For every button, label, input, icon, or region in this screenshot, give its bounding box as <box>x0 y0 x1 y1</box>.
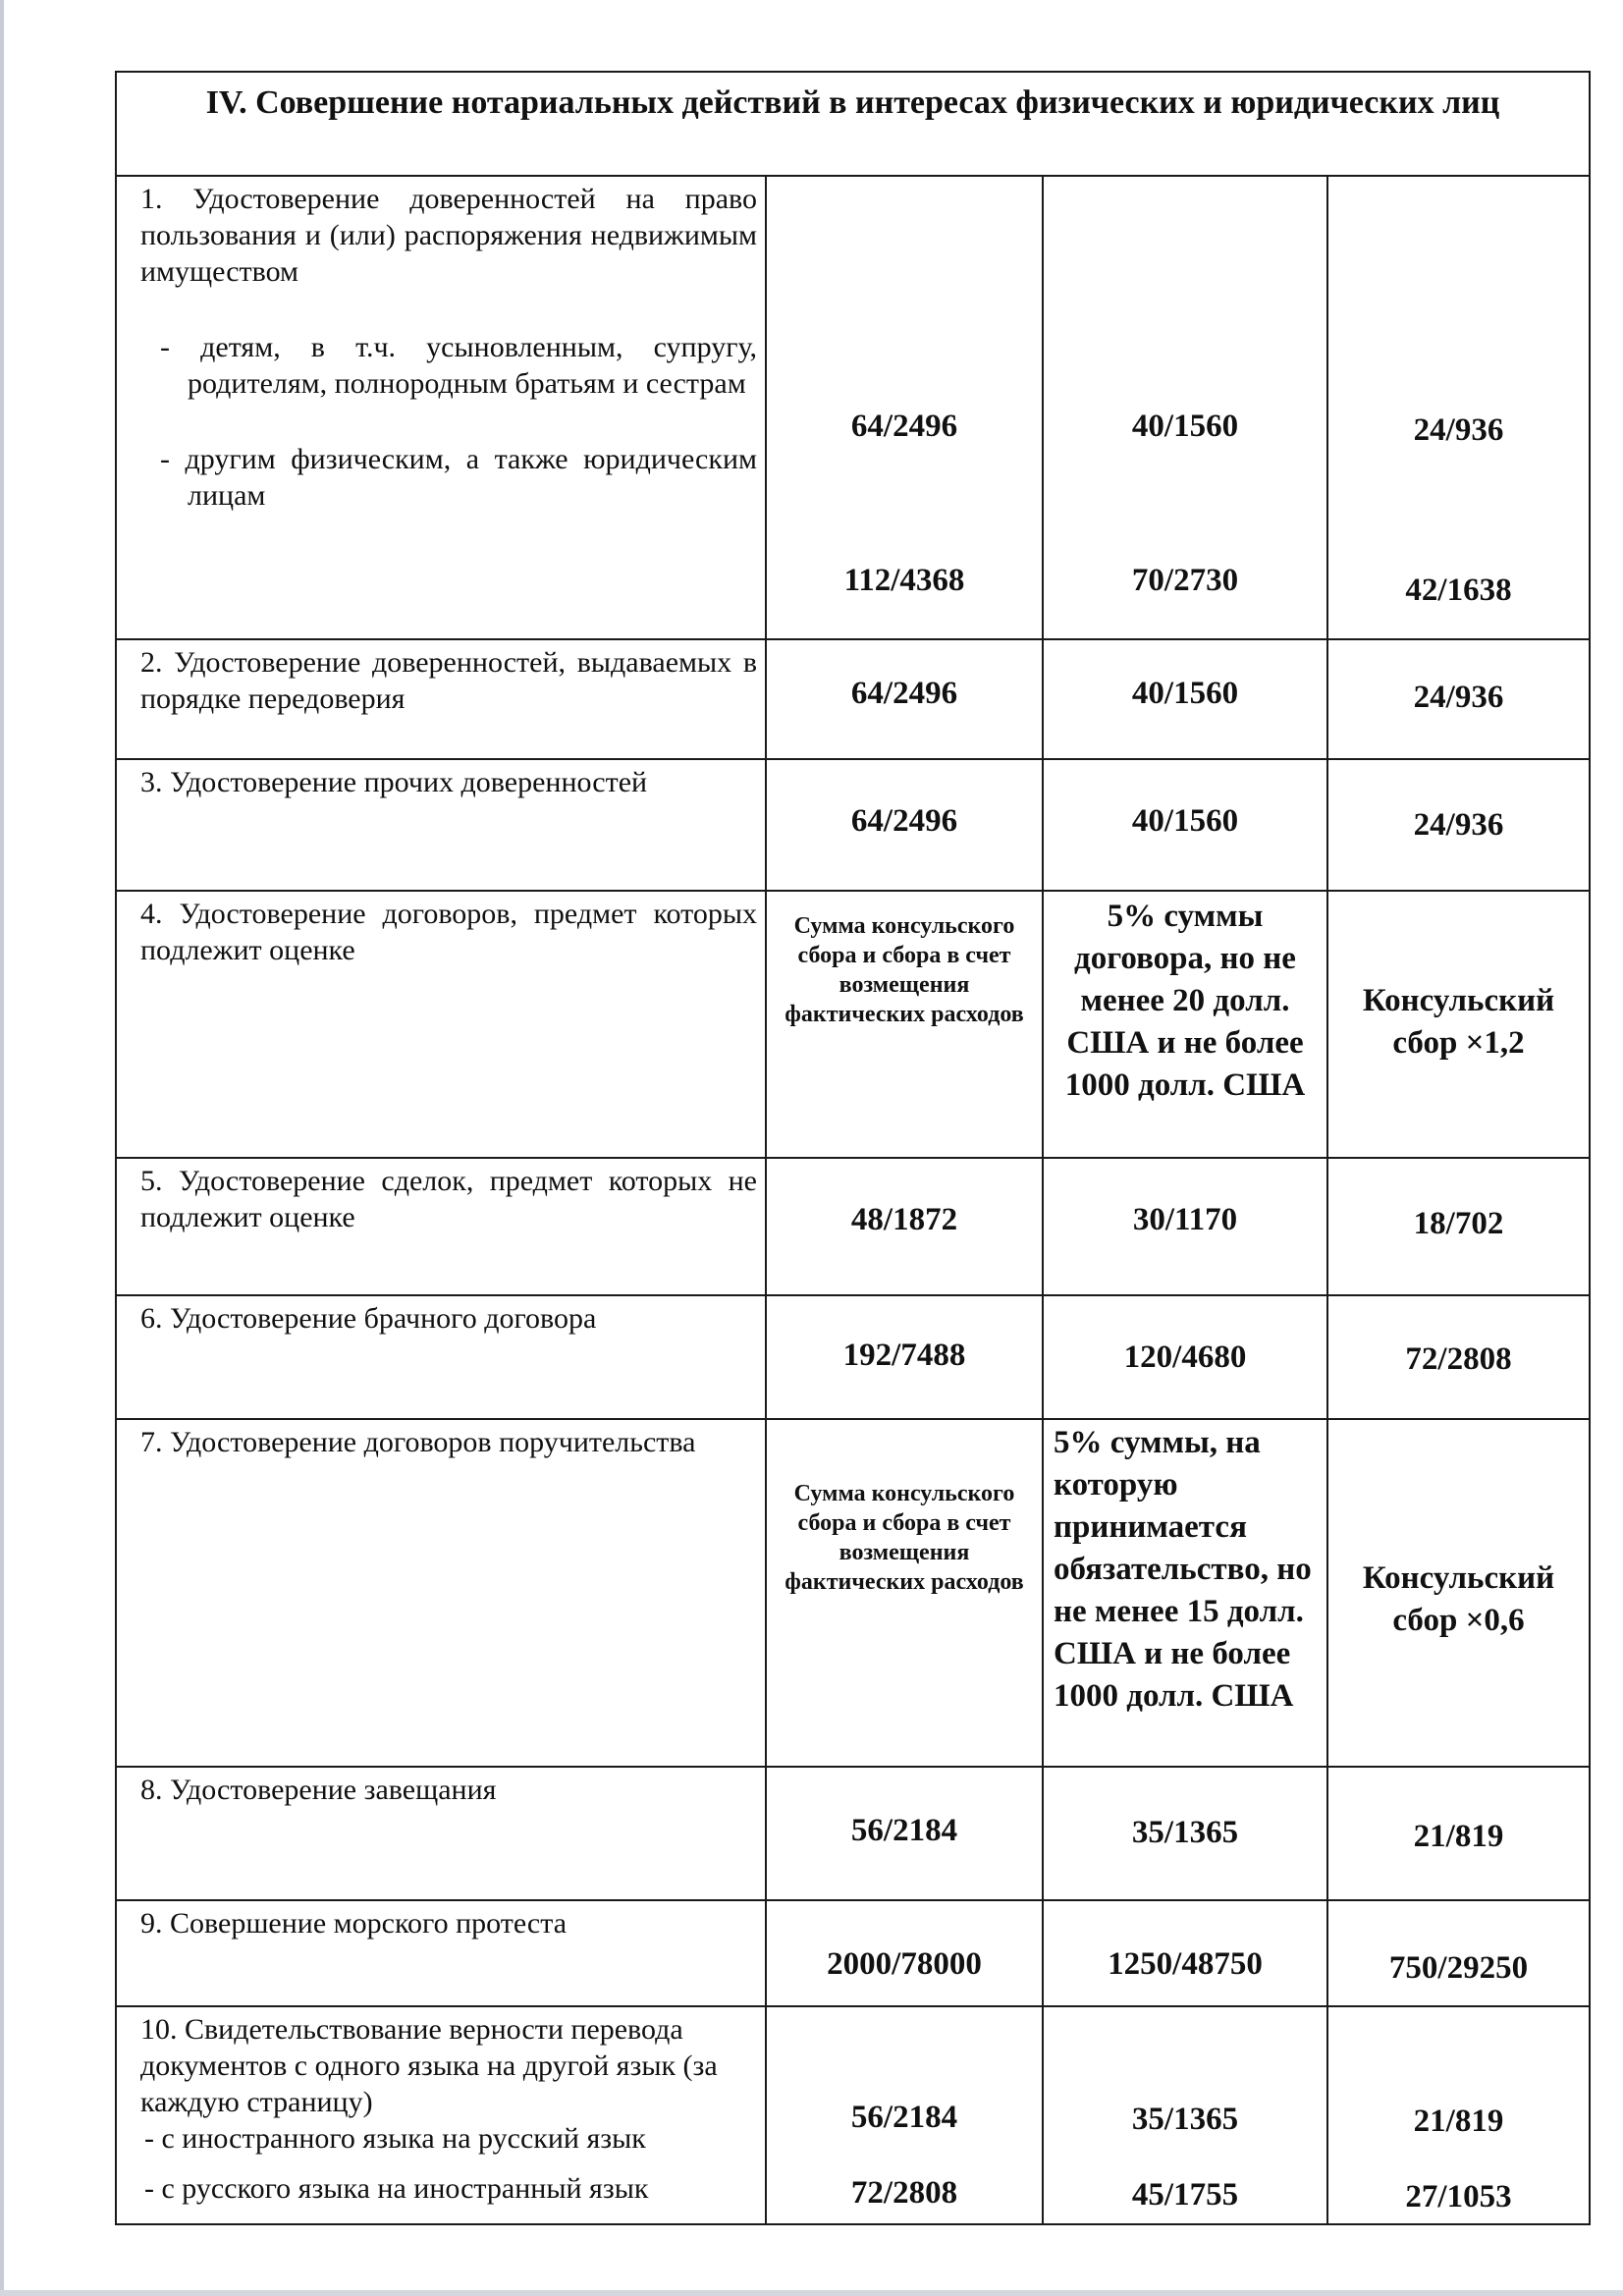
row-description <box>116 176 766 639</box>
row-title: 10. Свидетельствование верности перевода документов с одного языка на другой язык (за каждую страницу) <box>140 2013 718 2118</box>
row-subitem: - детям, в т.ч. усыновленным, супругу, родителям, полнородным братьям и сестрам <box>160 331 757 400</box>
fee-value: 112/4368 <box>843 563 965 598</box>
row-description: 2. Удостоверение доверенностей, выдаваемых в порядке передоверия <box>116 639 766 759</box>
fee-value: Консульский сбор ×1,2 <box>1327 891 1590 1158</box>
fee-cell <box>766 176 1043 639</box>
fee-value: 70/2730 <box>1131 563 1239 598</box>
fee-value: 72/2808 <box>1327 1295 1590 1419</box>
section-header-row <box>116 72 1590 176</box>
row-description <box>116 2006 766 2224</box>
page-bottom-edge <box>0 2290 1623 2296</box>
fee-value: 18/702 <box>1327 1158 1590 1295</box>
table-row <box>116 759 1590 891</box>
fee-value: 27/1053 <box>1405 2179 1512 2214</box>
row-subitem: - с иностранного языка на русский язык <box>144 2122 646 2155</box>
table-row <box>116 639 1590 759</box>
fee-value: 56/2184 <box>850 2100 958 2135</box>
fee-value: 40/1560 <box>1043 759 1327 891</box>
fee-value: Сумма консульского сбора и сбора в счет возмещения фактических расходов <box>766 891 1043 1158</box>
fee-cell <box>1327 2006 1590 2224</box>
fee-value: 24/936 <box>1413 412 1504 448</box>
fee-cell <box>1043 2006 1327 2224</box>
row-subitem: - другим физическим, а также юридическим лицам <box>160 443 757 512</box>
table-row <box>116 891 1590 1158</box>
fee-value: 40/1560 <box>1043 639 1327 759</box>
table-row <box>116 1419 1590 1767</box>
notarial-fees-table <box>115 71 1591 2225</box>
fee-cell <box>1043 176 1327 639</box>
fee-value: 64/2496 <box>766 759 1043 891</box>
fee-value: 5% суммы, на которую принимается обязательство, но не менее 15 долл. США и не более 1000 долл. США <box>1043 1419 1327 1767</box>
page-edge <box>0 0 4 2296</box>
fee-value: 24/936 <box>1327 759 1590 891</box>
fee-value: 30/1170 <box>1043 1158 1327 1295</box>
fee-value: 21/819 <box>1413 2104 1504 2139</box>
fee-value: 45/1755 <box>1131 2177 1239 2213</box>
fee-value: 750/29250 <box>1327 1900 1590 2006</box>
fee-value: 120/4680 <box>1043 1295 1327 1419</box>
fee-value: 64/2496 <box>850 409 958 444</box>
fee-value: 35/1365 <box>1131 2102 1239 2137</box>
row-description: 3. Удостоверение прочих доверенностей <box>116 759 766 891</box>
fee-value: 21/819 <box>1327 1767 1590 1900</box>
row-description: 4. Удостоверение договоров, предмет которых подлежит оценке <box>116 891 766 1158</box>
table-row <box>116 1295 1590 1419</box>
fee-value: 56/2184 <box>766 1767 1043 1900</box>
fee-value: 1250/48750 <box>1043 1900 1327 2006</box>
fee-value: 5% суммы договора, но не менее 20 долл. США и не более 1000 долл. США <box>1043 891 1327 1158</box>
table-row <box>116 1158 1590 1295</box>
row-description: 9. Совершение морского протеста <box>116 1900 766 2006</box>
fee-value: 40/1560 <box>1131 409 1239 444</box>
table-row <box>116 176 1590 639</box>
section-title: IV. Совершение нотариальных действий в интересах физических и юридических лиц <box>116 72 1590 176</box>
fee-value: 48/1872 <box>766 1158 1043 1295</box>
fee-value: 2000/78000 <box>766 1900 1043 2006</box>
fee-cell <box>1327 176 1590 639</box>
row-description: 5. Удостоверение сделок, предмет которых не подлежит оценке <box>116 1158 766 1295</box>
fee-value: Консульский сбор ×0,6 <box>1327 1419 1590 1767</box>
fee-cell <box>766 2006 1043 2224</box>
row-description: 8. Удостоверение завещания <box>116 1767 766 1900</box>
fee-value: Сумма консульского сбора и сбора в счет возмещения фактических расходов <box>766 1419 1043 1767</box>
fee-value: 72/2808 <box>850 2175 958 2211</box>
fee-value: 192/7488 <box>766 1295 1043 1419</box>
table-row <box>116 2006 1590 2224</box>
table-row <box>116 1900 1590 2006</box>
row-subitem: - с русского языка на иностранный язык <box>144 2172 649 2205</box>
row-title: 1. Удостоверение доверенностей на право пользования и (или) распоряжения недвижимым имуществом <box>140 183 757 288</box>
fee-value: 42/1638 <box>1405 573 1512 608</box>
table-row <box>116 1767 1590 1900</box>
fee-value: 24/936 <box>1327 639 1590 759</box>
row-description: 7. Удостоверение договоров поручительства <box>116 1419 766 1767</box>
fee-value: 35/1365 <box>1043 1767 1327 1900</box>
row-description: 6. Удостоверение брачного договора <box>116 1295 766 1419</box>
fee-value: 64/2496 <box>766 639 1043 759</box>
